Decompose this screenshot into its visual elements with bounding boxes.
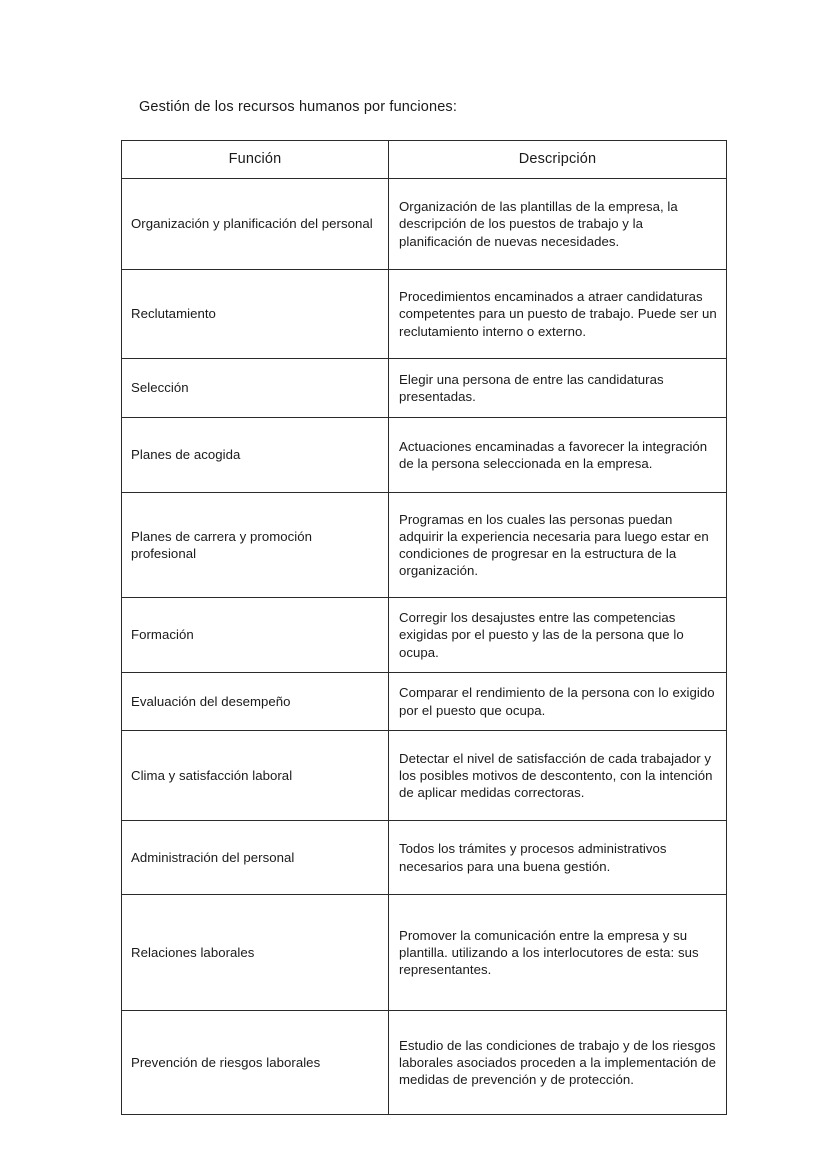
page-title: Gestión de los recursos humanos por funciones: — [139, 99, 458, 115]
column-header-descripcion: Descripción — [389, 141, 727, 179]
cell-descripcion — [389, 821, 727, 895]
table-header — [122, 141, 727, 179]
funcion-text: Reclutamiento — [131, 306, 216, 322]
descripcion-text: Elegir una persona de entre las candidaturas presentadas. — [399, 371, 664, 404]
cell-funcion — [122, 1011, 389, 1115]
descripcion-text: Corregir los desajustes entre las competencias exigidas por el puesto y las de la persona que lo ocupa. — [399, 610, 684, 660]
funcion-text: Formación — [131, 627, 194, 643]
descripcion-text: Procedimientos encaminados a atraer candidaturas competentes para un puesto de trabajo. Puede ser un reclutamiento interno o externo. — [399, 289, 717, 339]
descripcion-text: Promover la comunicación entre la empresa y su plantilla. utilizando a los interlocutores de esta: sus representantes. — [399, 927, 699, 978]
table-row — [122, 1011, 727, 1115]
table-row — [122, 270, 727, 359]
table-row — [122, 359, 727, 418]
descripcion-text: Programas en los cuales las personas puedan adquirir la experiencia necesaria para luego estar en condiciones de progresar en la estructura de la organización. — [399, 511, 709, 579]
cell-funcion — [122, 270, 389, 359]
cell-descripcion — [389, 418, 727, 493]
cell-funcion — [122, 598, 389, 673]
cell-funcion — [122, 731, 389, 821]
table-body — [122, 179, 727, 1115]
cell-funcion — [122, 673, 389, 731]
table-row — [122, 418, 727, 493]
funcion-text: Planes de acogida — [131, 447, 241, 463]
table-row — [122, 673, 727, 731]
table-row — [122, 731, 727, 821]
cell-descripcion — [389, 673, 727, 731]
table-header-row — [122, 141, 727, 179]
descripcion-text: Estudio de las condiciones de trabajo y de los riesgos laborales asociados proceden a la implementación de medidas de prevención y de protección. — [399, 1037, 717, 1088]
cell-descripcion — [389, 895, 727, 1011]
table-row — [122, 598, 727, 673]
cell-descripcion — [389, 179, 727, 270]
table-row — [122, 895, 727, 1011]
funcion-text: Relaciones laborales — [131, 944, 255, 960]
table-row — [122, 179, 727, 270]
hr-functions-table — [121, 140, 727, 1115]
descripcion-text: Comparar el rendimiento de la persona con lo exigido por el puesto que ocupa. — [399, 685, 715, 718]
table-row — [122, 493, 727, 598]
funcion-text: Prevención de riesgos laborales — [131, 1054, 321, 1070]
cell-descripcion — [389, 493, 727, 598]
cell-descripcion — [389, 1011, 727, 1115]
cell-funcion — [122, 179, 389, 270]
cell-descripcion — [389, 270, 727, 359]
descripcion-text: Actuaciones encaminadas a favorecer la integración de la persona seleccionada en la empresa. — [399, 438, 708, 471]
cell-descripcion — [389, 359, 727, 418]
cell-funcion — [122, 895, 389, 1011]
funcion-text: Planes de carrera y promoción profesional — [131, 528, 313, 561]
table-row — [122, 821, 727, 895]
cell-funcion — [122, 359, 389, 418]
cell-funcion — [122, 821, 389, 895]
funcion-text: Selección — [131, 380, 189, 396]
funcion-text: Clima y satisfacción laboral — [131, 767, 293, 783]
cell-descripcion — [389, 731, 727, 821]
funcion-text: Administración del personal — [131, 849, 295, 865]
descripcion-text: Todos los trámites y procesos administrativos necesarios para una buena gestión. — [399, 841, 667, 874]
descripcion-text: Organización de las plantillas de la empresa, la descripción de los puestos de trabajo y la planificación de nuevas necesidades. — [399, 199, 678, 249]
funcion-text: Organización y planificación del personal — [131, 216, 373, 232]
cell-funcion — [122, 418, 389, 493]
funcion-text: Evaluación del desempeño — [131, 693, 291, 709]
cell-funcion — [122, 493, 389, 598]
descripcion-text: Detectar el nivel de satisfacción de cada trabajador y los posibles motivos de descontento, con la intención de aplicar medidas correctoras. — [399, 750, 713, 801]
cell-descripcion — [389, 598, 727, 673]
column-header-funcion: Función — [122, 141, 389, 179]
